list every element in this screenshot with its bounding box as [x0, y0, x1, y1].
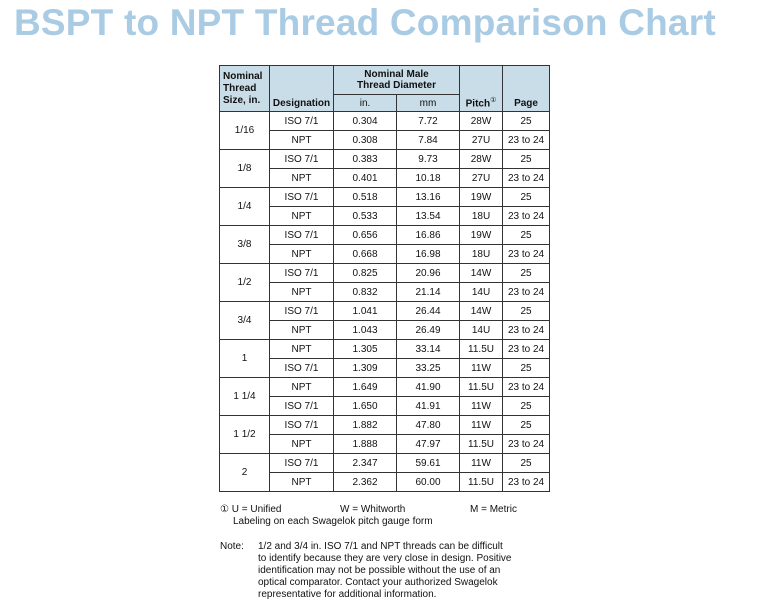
pitch-cell: 28W	[460, 112, 503, 131]
legend-unified: ① U = Unified	[220, 504, 282, 515]
in-cell: 0.308	[334, 131, 397, 150]
mm-cell: 10.18	[397, 169, 460, 188]
in-cell: 0.304	[334, 112, 397, 131]
header-mm: mm	[397, 95, 460, 112]
pitch-cell: 28W	[460, 150, 503, 169]
size-cell: 3/4	[220, 302, 270, 340]
table-row	[220, 131, 550, 150]
header-in: in.	[334, 95, 397, 112]
mm-cell: 13.16	[397, 188, 460, 207]
in-cell: 1.043	[334, 321, 397, 340]
mm-cell: 7.84	[397, 131, 460, 150]
mm-cell: 26.44	[397, 302, 460, 321]
header-designation: Designation	[270, 66, 334, 112]
page-cell: 23 to 24	[503, 321, 550, 340]
designation-cell: NPT	[270, 131, 334, 150]
in-cell: 0.832	[334, 283, 397, 302]
in-cell: 1.309	[334, 359, 397, 378]
designation-cell: ISO 7/1	[270, 226, 334, 245]
table-row	[220, 150, 550, 169]
table-row	[220, 245, 550, 264]
in-cell: 0.668	[334, 245, 397, 264]
mm-cell: 33.25	[397, 359, 460, 378]
in-cell: 0.656	[334, 226, 397, 245]
table-row	[220, 207, 550, 226]
in-cell: 1.041	[334, 302, 397, 321]
in-cell: 0.533	[334, 207, 397, 226]
table-body	[220, 112, 550, 492]
mm-cell: 21.14	[397, 283, 460, 302]
legend-whitworth: W = Whitworth	[340, 504, 406, 515]
table-row	[220, 359, 550, 378]
page-cell: 23 to 24	[503, 169, 550, 188]
header-page: Page	[503, 66, 550, 112]
pitch-cell: 11.5U	[460, 378, 503, 397]
table-row	[220, 340, 550, 359]
mm-cell: 9.73	[397, 150, 460, 169]
mm-cell: 26.49	[397, 321, 460, 340]
table-row	[220, 226, 550, 245]
page-cell: 23 to 24	[503, 245, 550, 264]
in-cell: 1.649	[334, 378, 397, 397]
pitch-cell: 27U	[460, 131, 503, 150]
designation-cell: ISO 7/1	[270, 112, 334, 131]
designation-cell: ISO 7/1	[270, 150, 334, 169]
header-diameter: Nominal Male Thread Diameter	[334, 66, 460, 95]
designation-cell: ISO 7/1	[270, 264, 334, 283]
in-cell: 1.305	[334, 340, 397, 359]
designation-cell: ISO 7/1	[270, 416, 334, 435]
page-cell: 25	[503, 150, 550, 169]
page-cell: 25	[503, 454, 550, 473]
table-row	[220, 188, 550, 207]
pitch-cell: 18U	[460, 245, 503, 264]
page-cell: 23 to 24	[503, 131, 550, 150]
designation-cell: NPT	[270, 473, 334, 492]
pitch-cell: 14U	[460, 321, 503, 340]
pitch-cell: 27U	[460, 169, 503, 188]
mm-cell: 20.96	[397, 264, 460, 283]
pitch-cell: 19W	[460, 226, 503, 245]
page-cell: 25	[503, 397, 550, 416]
pitch-cell: 18U	[460, 207, 503, 226]
in-cell: 0.825	[334, 264, 397, 283]
mm-cell: 13.54	[397, 207, 460, 226]
in-cell: 0.383	[334, 150, 397, 169]
pitch-cell: 14W	[460, 264, 503, 283]
table-row	[220, 454, 550, 473]
table-row	[220, 473, 550, 492]
page-cell: 23 to 24	[503, 378, 550, 397]
designation-cell: NPT	[270, 245, 334, 264]
page-cell: 25	[503, 359, 550, 378]
legend-metric: M = Metric	[470, 504, 517, 515]
page-cell: 25	[503, 264, 550, 283]
table-row	[220, 321, 550, 340]
mm-cell: 16.86	[397, 226, 460, 245]
size-cell: 1	[220, 340, 270, 378]
mm-cell: 7.72	[397, 112, 460, 131]
header-size: Nominal Thread Size, in.	[220, 66, 270, 112]
thread-comparison-table	[219, 65, 550, 492]
footnote-marker: ①	[490, 96, 497, 104]
designation-cell: NPT	[270, 378, 334, 397]
page-cell: 23 to 24	[503, 207, 550, 226]
designation-cell: NPT	[270, 207, 334, 226]
legend	[220, 504, 517, 528]
designation-cell: NPT	[270, 435, 334, 454]
page-cell: 25	[503, 112, 550, 131]
table-row	[220, 435, 550, 454]
page-cell: 25	[503, 416, 550, 435]
mm-cell: 59.61	[397, 454, 460, 473]
size-cell: 1/16	[220, 112, 270, 150]
table-row	[220, 169, 550, 188]
pitch-cell: 14U	[460, 283, 503, 302]
page-cell: 23 to 24	[503, 340, 550, 359]
pitch-cell: 11W	[460, 454, 503, 473]
in-cell: 0.401	[334, 169, 397, 188]
in-cell: 1.888	[334, 435, 397, 454]
size-cell: 3/8	[220, 226, 270, 264]
table-row	[220, 378, 550, 397]
note	[220, 541, 558, 601]
pitch-cell: 11.5U	[460, 435, 503, 454]
designation-cell: ISO 7/1	[270, 302, 334, 321]
in-cell: 0.518	[334, 188, 397, 207]
mm-cell: 41.91	[397, 397, 460, 416]
designation-cell: NPT	[270, 283, 334, 302]
page-cell: 23 to 24	[503, 283, 550, 302]
pitch-cell: 11W	[460, 359, 503, 378]
mm-cell: 41.90	[397, 378, 460, 397]
page-cell: 23 to 24	[503, 473, 550, 492]
page-cell: 25	[503, 188, 550, 207]
note-text: 1/2 and 3/4 in. ISO 7/1 and NPT threads can be difficult to identify because they are very close in design. Positive identification may not be possible without the use of an optical comparator. Contact your authorized Swagelok representative for additional information.	[258, 541, 512, 600]
designation-cell: NPT	[270, 340, 334, 359]
designation-cell: ISO 7/1	[270, 397, 334, 416]
size-cell: 1 1/2	[220, 416, 270, 454]
page-cell: 25	[503, 302, 550, 321]
legend-labeling: Labeling on each Swagelok pitch gauge form	[233, 516, 433, 527]
table-row	[220, 112, 550, 131]
mm-cell: 60.00	[397, 473, 460, 492]
mm-cell: 16.98	[397, 245, 460, 264]
table-row	[220, 416, 550, 435]
table-row	[220, 283, 550, 302]
designation-cell: NPT	[270, 321, 334, 340]
size-cell: 2	[220, 454, 270, 492]
note-label: Note:	[220, 541, 244, 552]
pitch-cell: 11W	[460, 416, 503, 435]
pitch-cell: 19W	[460, 188, 503, 207]
in-cell: 1.650	[334, 397, 397, 416]
size-cell: 1 1/4	[220, 378, 270, 416]
designation-cell: ISO 7/1	[270, 454, 334, 473]
pitch-cell: 11W	[460, 397, 503, 416]
size-cell: 1/2	[220, 264, 270, 302]
pitch-cell: 11.5U	[460, 473, 503, 492]
pitch-cell: 11.5U	[460, 340, 503, 359]
table-row	[220, 264, 550, 283]
in-cell: 2.362	[334, 473, 397, 492]
designation-cell: ISO 7/1	[270, 359, 334, 378]
mm-cell: 47.80	[397, 416, 460, 435]
size-cell: 1/4	[220, 188, 270, 226]
table-row	[220, 302, 550, 321]
mm-cell: 47.97	[397, 435, 460, 454]
designation-cell: ISO 7/1	[270, 188, 334, 207]
designation-cell: NPT	[270, 169, 334, 188]
in-cell: 2.347	[334, 454, 397, 473]
mm-cell: 33.14	[397, 340, 460, 359]
table-row	[220, 397, 550, 416]
page-cell: 23 to 24	[503, 435, 550, 454]
header-pitch: Pitch①	[460, 66, 503, 112]
page-cell: 25	[503, 226, 550, 245]
in-cell: 1.882	[334, 416, 397, 435]
size-cell: 1/8	[220, 150, 270, 188]
page-title: BSPT to NPT Thread Comparison Chart	[14, 2, 716, 43]
pitch-cell: 14W	[460, 302, 503, 321]
